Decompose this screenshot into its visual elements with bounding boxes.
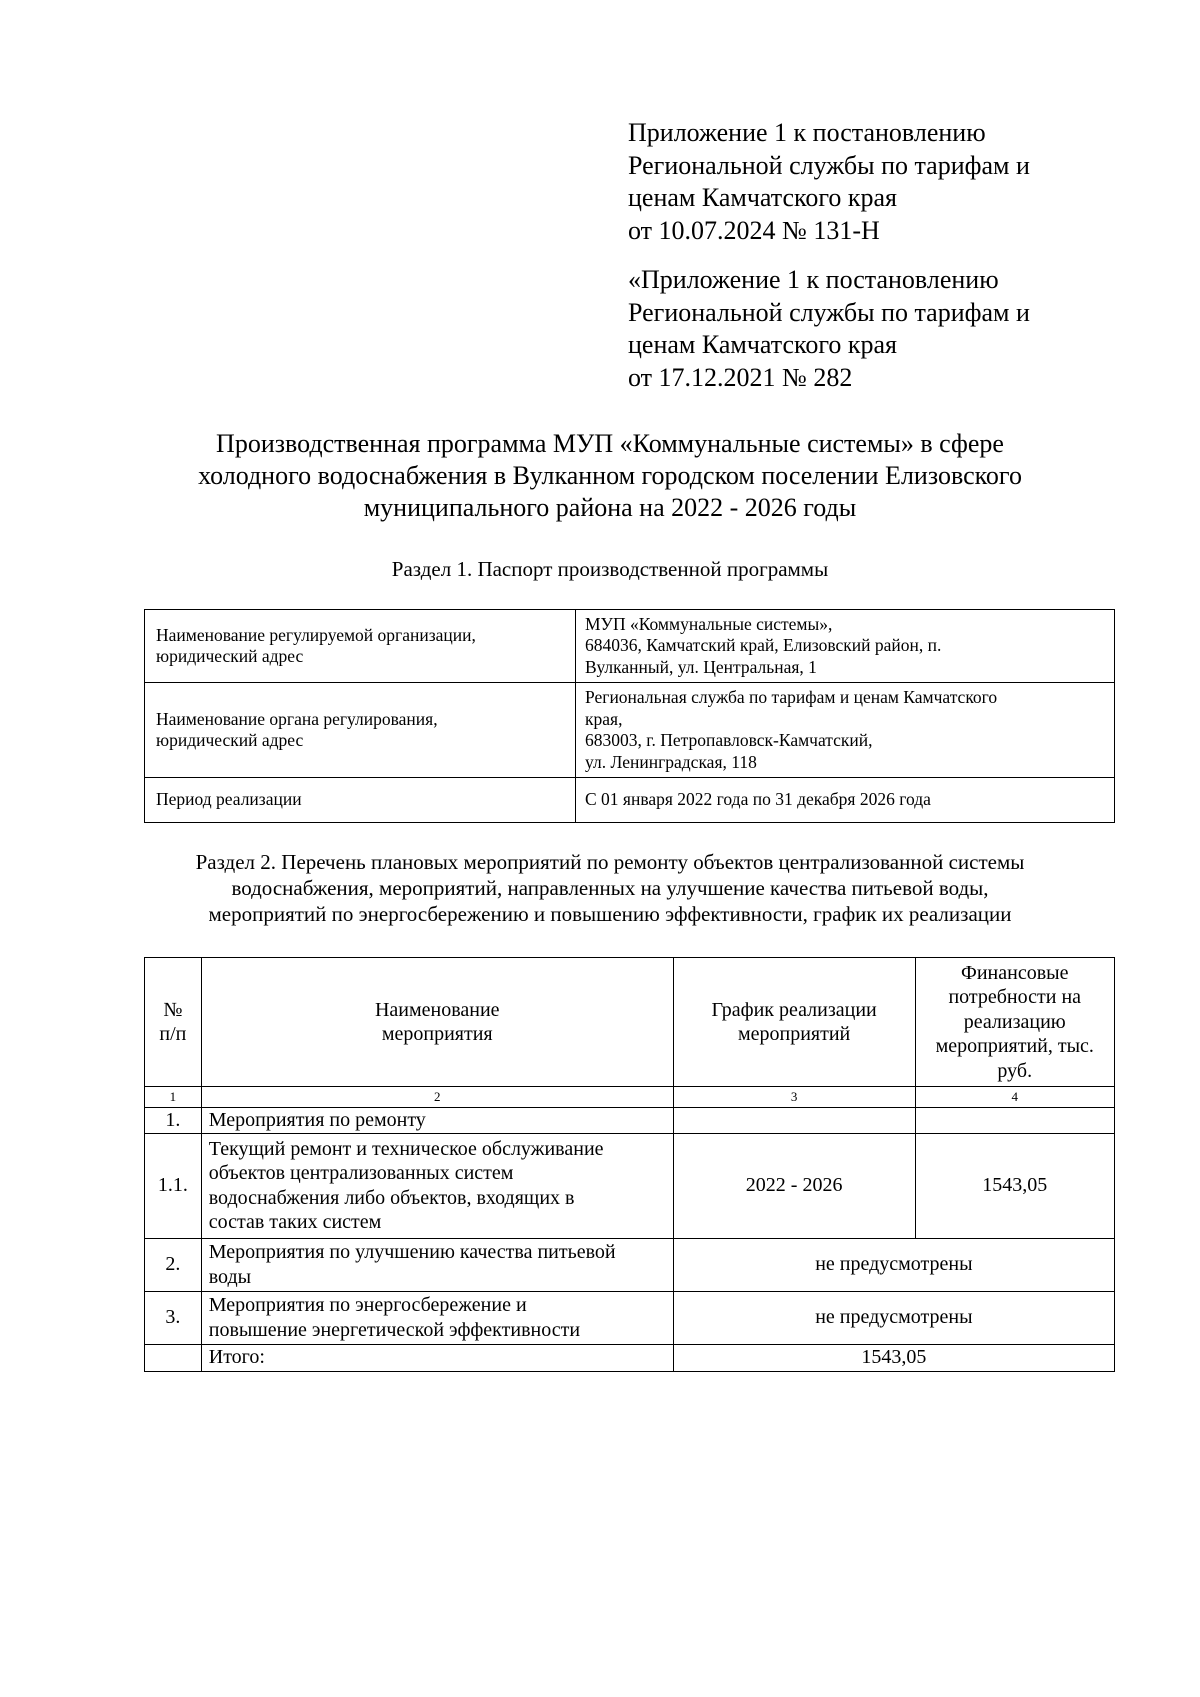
appendix-reference-previous: [628, 264, 1148, 394]
row-number: 1.1.: [145, 1133, 202, 1238]
column-header-finance: Финансовые потребности на реализацию мероприятий, тыс. руб.: [915, 958, 1115, 1087]
total-label: Итого:: [201, 1344, 673, 1371]
column-number: 1: [145, 1087, 202, 1108]
row-merged-value: не предусмотрены: [673, 1238, 1114, 1291]
document-title: [120, 428, 1100, 524]
table-row: [145, 1133, 1115, 1238]
table-row: [145, 610, 1115, 683]
table-header-row: [145, 958, 1115, 1087]
column-number: 2: [201, 1087, 673, 1108]
heading-line: Раздел 2. Перечень плановых мероприятий по ремонту объектов централизованной системы: [195, 850, 1025, 874]
heading-line: водоснабжения, мероприятий, направленных на улучшение качества питьевой воды,: [231, 876, 989, 900]
table-row: [145, 683, 1115, 778]
passport-table: [144, 609, 1115, 823]
section2-heading: [120, 849, 1100, 927]
passport-label-cell: Наименование регулируемой организации, юридический адрес: [145, 610, 576, 683]
appendix-line: от 17.12.2021 № 282: [628, 362, 853, 392]
total-empty-cell: [145, 1344, 202, 1371]
appendix-line: Приложение 1 к постановлению: [628, 118, 986, 147]
row-merged-value: не предусмотрены: [673, 1291, 1114, 1344]
row-schedule: 2022 - 2026: [673, 1133, 915, 1238]
row-name: Текущий ремонт и техническое обслуживание объектов централизованных систем водоснабжения либо объектов, входящих в состав таких систем: [201, 1133, 673, 1238]
passport-value-cell: МУП «Коммунальные системы», 684036, Камчатский край, Елизовский район, п. Вулканный, ул. Центральная, 1: [576, 610, 1115, 683]
table-row: [145, 1238, 1115, 1291]
title-line: муниципального района на 2022 - 2026 годы: [363, 493, 857, 522]
section1-heading-text: Раздел 1. Паспорт производственной программы: [391, 557, 829, 581]
appendix-line: Региональной службы по тарифам и: [628, 150, 1030, 180]
row-number: 1.: [145, 1108, 202, 1134]
column-header-number: № п/п: [145, 958, 202, 1087]
row-number: 2.: [145, 1238, 202, 1291]
row-finance: [915, 1108, 1115, 1134]
row-finance: 1543,05: [915, 1133, 1115, 1238]
heading-line: мероприятий по энергосбережению и повышению эффективности, график их реализации: [208, 902, 1012, 926]
title-line: холодного водоснабжения в Вулканном городском поселении Елизовского: [198, 461, 1022, 490]
row-name: Мероприятия по энергосбережение и повышение энергетической эффективности: [201, 1291, 673, 1344]
column-number: 4: [915, 1087, 1115, 1108]
title-line: Производственная программа МУП «Коммунальные системы» в сфере: [216, 429, 1004, 458]
measures-table: [144, 957, 1115, 1372]
passport-label-cell: Период реализации: [145, 778, 576, 823]
appendix-line: «Приложение 1 к постановлению: [628, 265, 999, 294]
column-header-schedule: График реализации мероприятий: [673, 958, 915, 1087]
column-header-name: Наименование мероприятия: [201, 958, 673, 1087]
passport-value-cell: С 01 января 2022 года по 31 декабря 2026 года: [576, 778, 1115, 823]
row-name: Мероприятия по улучшению качества питьевой воды: [201, 1238, 673, 1291]
row-schedule: [673, 1108, 915, 1134]
appendix-line: ценам Камчатского края: [628, 330, 897, 359]
total-value: 1543,05: [673, 1344, 1114, 1371]
appendix-reference-current: [628, 117, 1148, 247]
table-row: [145, 778, 1115, 823]
table-row: [145, 1108, 1115, 1134]
appendix-line: Региональной службы по тарифам и: [628, 297, 1030, 327]
row-number: 3.: [145, 1291, 202, 1344]
passport-value-cell: Региональная служба по тарифам и ценам Камчатского края, 683003, г. Петропавловск-Камчатский, ул. Ленинградская, 118: [576, 683, 1115, 778]
column-number: 3: [673, 1087, 915, 1108]
appendix-line: от 10.07.2024 № 131-Н: [628, 215, 880, 245]
column-numbers-row: [145, 1087, 1115, 1108]
passport-label-cell: Наименование органа регулирования, юридический адрес: [145, 683, 576, 778]
section1-heading: [120, 556, 1100, 582]
row-name: Мероприятия по ремонту: [201, 1108, 673, 1134]
total-row: [145, 1344, 1115, 1371]
table-row: [145, 1291, 1115, 1344]
appendix-line: ценам Камчатского края: [628, 183, 897, 212]
